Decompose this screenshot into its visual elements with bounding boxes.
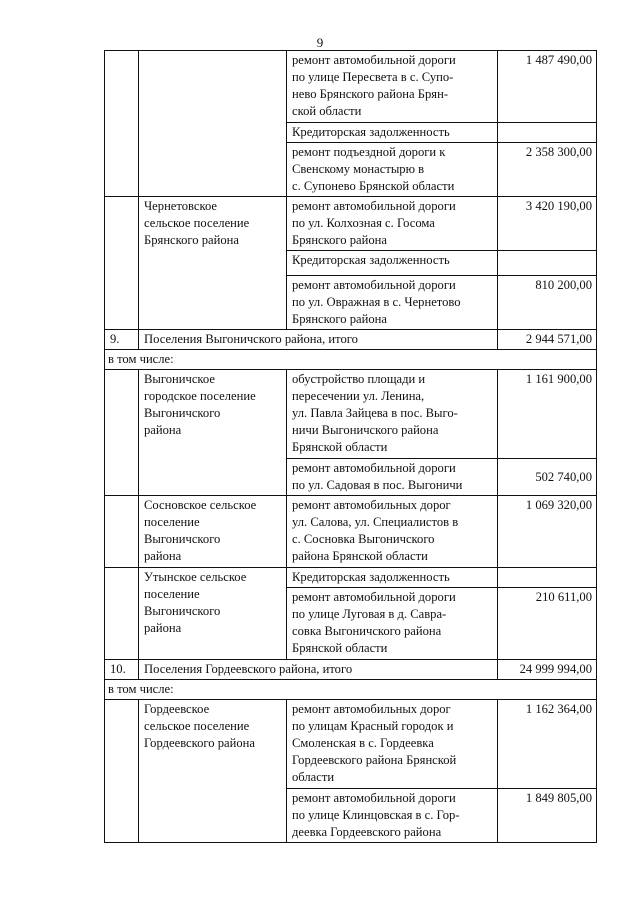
district-title-cell: Поселения Выгоничского района, итого [139,330,498,350]
amount-cell: 1 069 320,00 [498,496,597,568]
amount-cell [498,568,597,588]
work-cell: ремонт автомобильных дорог ул. Салова, ул. Специалистов в с. Сосновка Выгоничского района Брянской области [287,496,498,568]
amount-cell: 810 200,00 [498,276,597,330]
work-cell: Кредиторская задолженность [287,251,498,276]
amount-cell: 502 740,00 [498,459,597,496]
work-cell: обустройство площади и пересечении ул. Ленина, ул. Павла Зайцева в пос. Выго- ничи Выгоничского района Брянской области [287,370,498,459]
table-row [105,370,597,459]
amount-cell: 210 611,00 [498,588,597,660]
settlement-cell: Утынское сельское поселение Выгоничского района [139,568,287,660]
row-number-cell [105,51,139,197]
row-number-cell [105,496,139,568]
budget-table [104,50,597,843]
work-cell: ремонт подъездной дороги к Свенскому монастырю в с. Супонево Брянской области [287,143,498,197]
including-note: в том числе: [105,680,597,700]
table-row [105,700,597,789]
work-cell: Кредиторская задолженность [287,568,498,588]
settlement-cell: Сосновское сельское поселение Выгоничского района [139,496,287,568]
table-row [105,568,597,588]
row-number-cell [105,568,139,660]
settlement-cell: Чернетовское сельское поселение Брянского района [139,197,287,330]
note-row [105,680,597,700]
page-number: 9 [316,35,324,50]
amount-cell: 1 161 900,00 [498,370,597,459]
work-cell: ремонт автомобильной дороги по улице Пересвета в с. Супо- нево Брянского района Брян- ской области [287,51,498,123]
amount-cell: 2 358 300,00 [498,143,597,197]
settlement-cell [139,51,287,197]
amount-cell: 1 487 490,00 [498,51,597,123]
table-row [105,51,597,123]
table-row [105,496,597,568]
settlement-cell: Гордеевское сельское поселение Гордеевского района [139,700,287,843]
work-cell: ремонт автомобильной дороги по ул. Овражная в с. Чернетово Брянского района [287,276,498,330]
row-number-cell [105,370,139,496]
amount-cell: 1 849 805,00 [498,789,597,843]
work-cell: ремонт автомобильных дорог по улицам Красный городок и Смоленская в с. Гордеевка Гордеевского района Брянской области [287,700,498,789]
row-number-cell [105,700,139,843]
amount-cell: 24 999 994,00 [498,660,597,680]
note-row [105,350,597,370]
work-cell: ремонт автомобильной дороги по улице Луговая в д. Савра- совка Выгоничского района Брянской области [287,588,498,660]
amount-cell [498,251,597,276]
amount-cell: 2 944 571,00 [498,330,597,350]
amount-cell: 3 420 190,00 [498,197,597,251]
work-cell: Кредиторская задолженность [287,123,498,143]
row-number-cell: 9. [105,330,139,350]
district-title-cell: Поселения Гордеевского района, итого [139,660,498,680]
district-total-row [105,660,597,680]
including-note: в том числе: [105,350,597,370]
work-cell: ремонт автомобильной дороги по улице Клинцовская в с. Гор- деевка Гордеевского района [287,789,498,843]
amount-cell: 1 162 364,00 [498,700,597,789]
work-cell: ремонт автомобильной дороги по ул. Колхозная с. Госома Брянского района [287,197,498,251]
row-number-cell [105,197,139,330]
settlement-cell: Выгоничское городское поселение Выгоничского района [139,370,287,496]
amount-cell [498,123,597,143]
district-total-row [105,330,597,350]
table-row [105,197,597,251]
row-number-cell: 10. [105,660,139,680]
work-cell: ремонт автомобильной дороги по ул. Садовая в пос. Выгоничи [287,459,498,496]
